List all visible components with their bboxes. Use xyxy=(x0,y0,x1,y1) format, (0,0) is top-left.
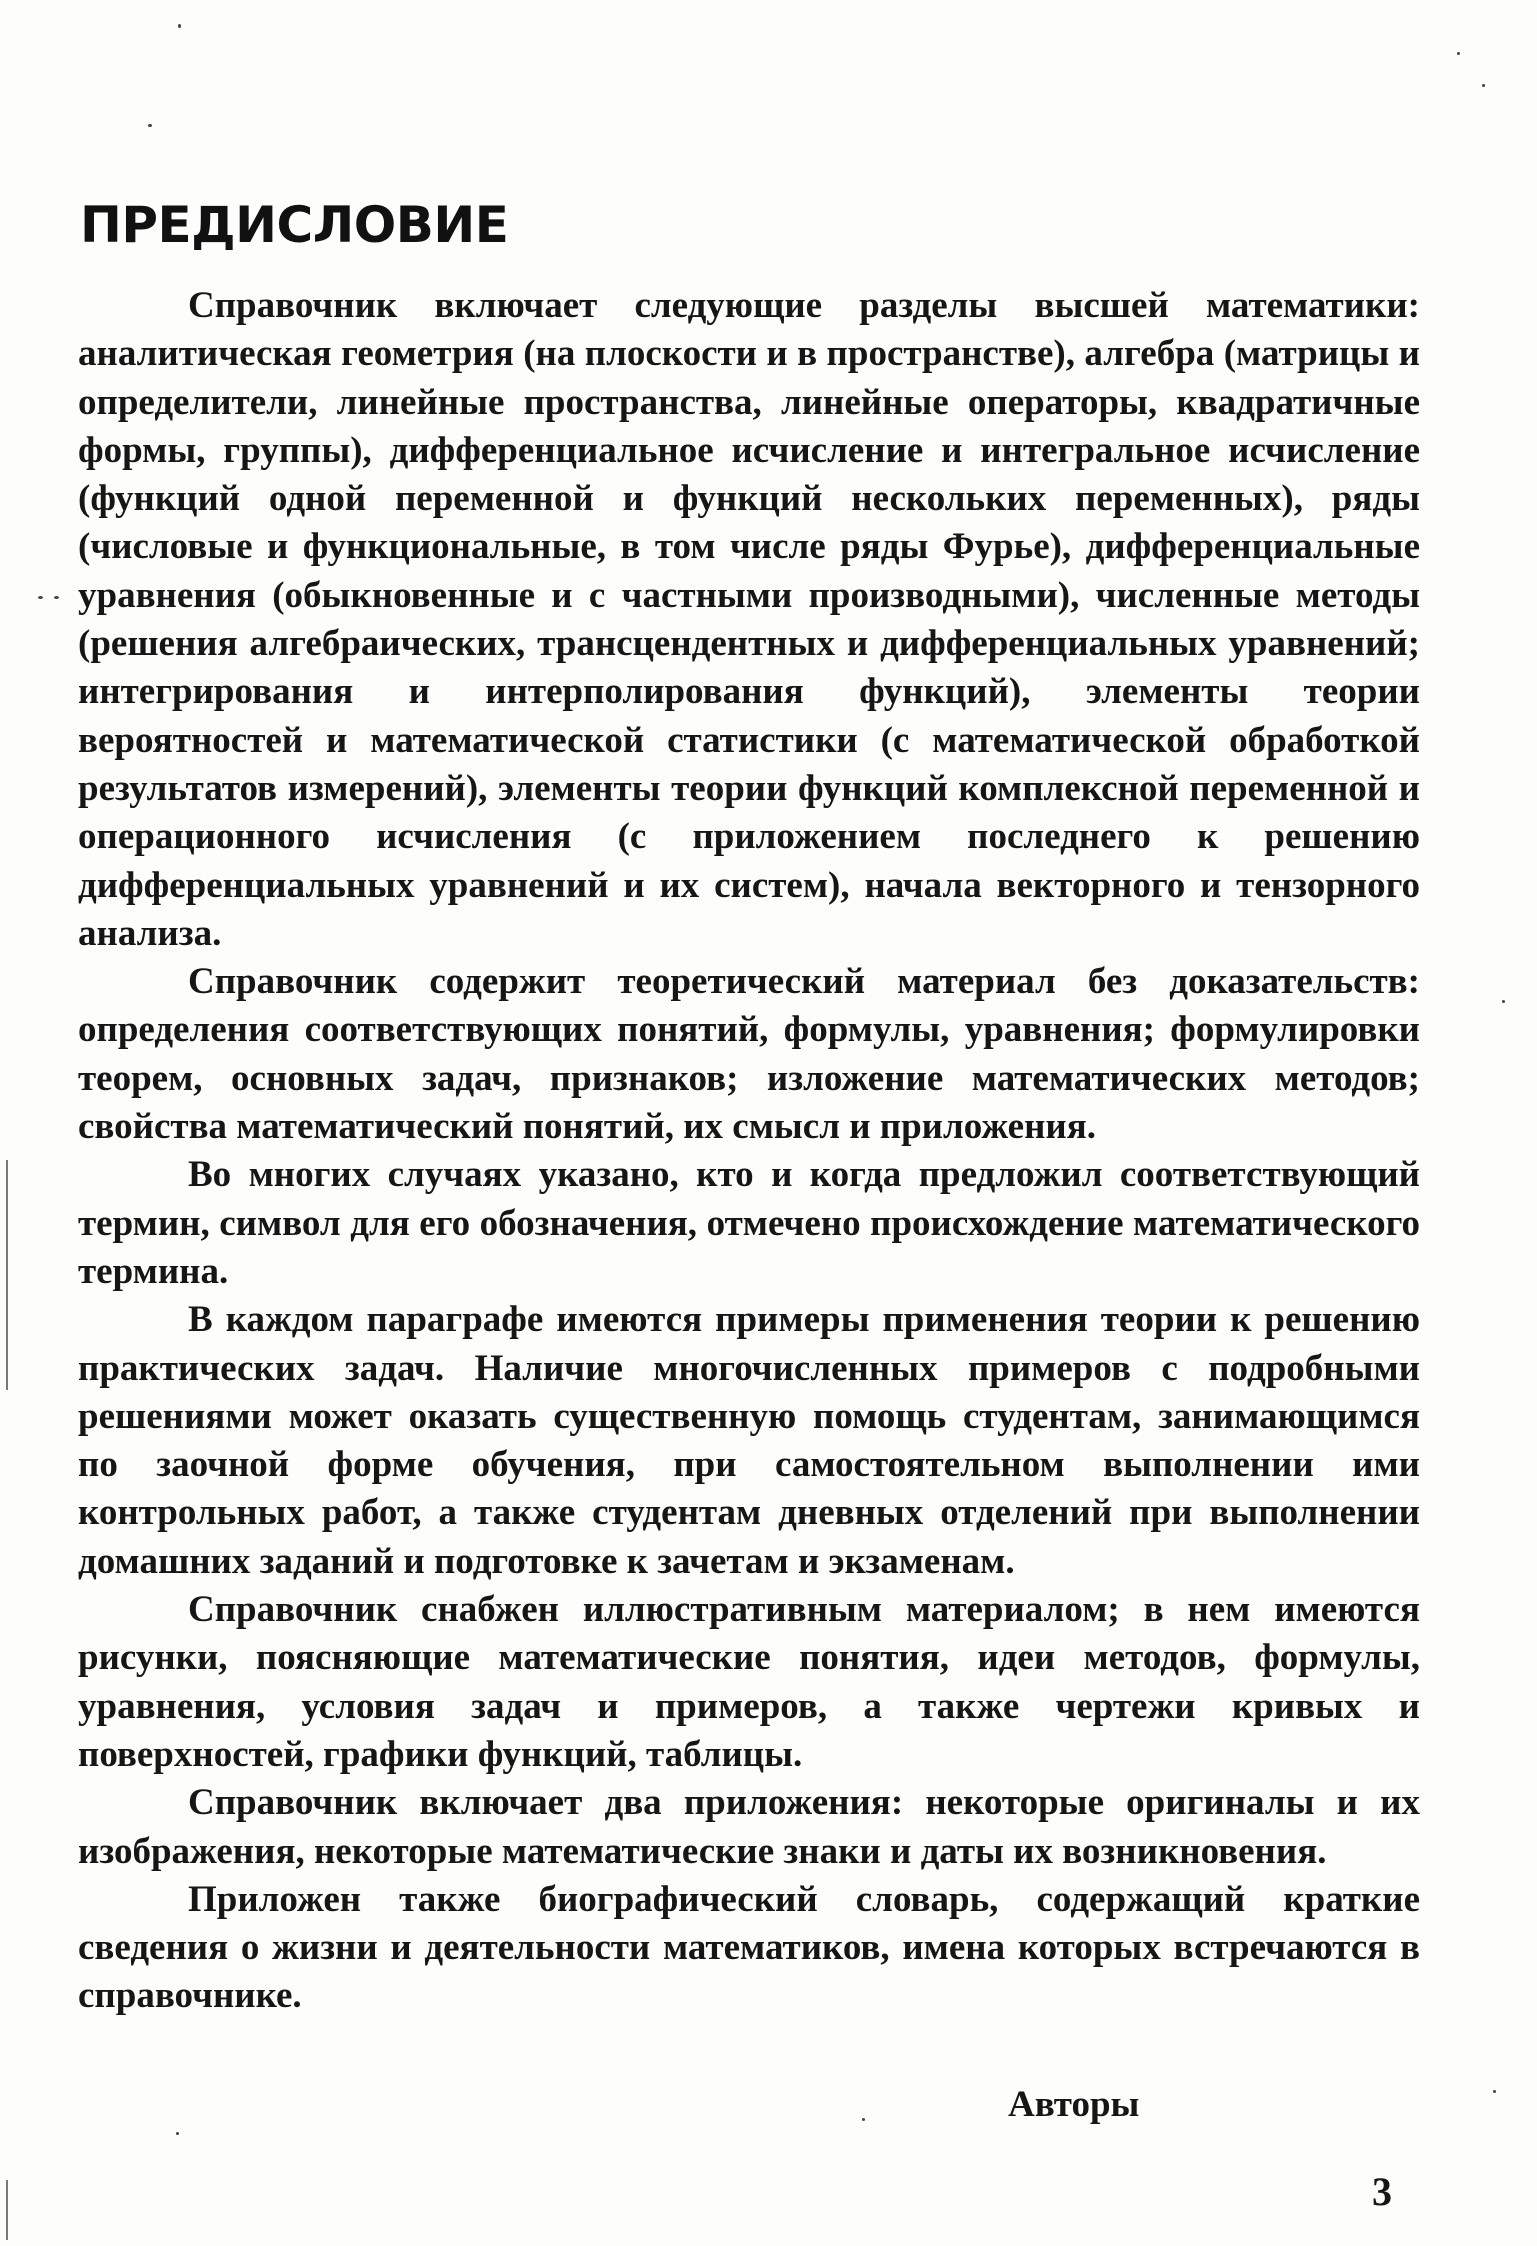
scan-speck xyxy=(1502,1000,1505,1003)
paragraph: Справочник включает два приложения: некоторые оригиналы и их изображения, некоторые математические знаки и даты их возникновения. xyxy=(78,1782,1420,1872)
scan-speck xyxy=(1493,2090,1496,2093)
paragraph: Справочник включает следующие разделы высшей математики: аналитическая геометрия (на плоскости и в пространстве), алгебра (матрицы и определители, линейные пространства, линейные операторы, квадратичные формы, группы), дифференциальное исчисление и интегральное исчисление (функций одной переменной и функций нескольких переменных), ряды (числовые и функциональные, в том числе ряды Фурье), дифференциальные уравнения (обыкновенные и с частными производными), численные методы (решения алгебраических, трансцендентных и дифференциальных уравнений; интегрирования и интерполирования функций), элементы теории вероятностей и математической статистики (с математической обработкой результатов измерений), элементы теории функций комплексной переменной и операционного исчисления (с приложением последнего к решению дифференциальных уравнений и их систем), начала векторного и тензорного анализа. xyxy=(78,285,1420,954)
scan-speck xyxy=(148,124,152,127)
preface-body xyxy=(78,282,1420,2021)
scan-speck xyxy=(54,596,59,599)
page-number: 3 xyxy=(1372,2169,1392,2214)
scan-speck xyxy=(178,24,181,28)
paragraph: Приложен также биографический словарь, содержащий краткие сведения о жизни и деятельности математиков, имена которых встречаются в справочнике. xyxy=(78,1878,1420,2017)
page-title: ПРЕДИСЛОВИЕ xyxy=(80,196,509,254)
scan-speck xyxy=(176,2132,179,2135)
paragraph: Справочник содержит теоретический материал без доказательств: определения соответствующих понятий, формулы, уравнения; формулировки теорем, основных задач, признаков; изложение математических методов; свойства математический понятий, их смысл и приложения. xyxy=(78,961,1420,1148)
scan-speck xyxy=(1457,52,1460,55)
scan-speck xyxy=(1482,84,1485,87)
authors-signature: Авторы xyxy=(1008,2084,1140,2125)
scan-edge-line xyxy=(6,1160,8,1390)
scan-edge-line xyxy=(6,2180,8,2240)
paragraph: Во многих случаях указано, кто и когда предложил соответствующий термин, символ для его обозначения, отмечено происхождение математического термина. xyxy=(78,1154,1420,1292)
paragraph: В каждом параграфе имеются примеры применения теории к решению практических задач. Наличие многочисленных примеров с подробными решениями может оказать существенную помощь студентам, занимающимся по заочной форме обучения, при самостоятельном выполнении ими контрольных работ, а также студентам дневных отделений при выполнении домашних заданий и подготовке к зачетам и экзаменам. xyxy=(78,1299,1420,1582)
scan-speck xyxy=(862,2118,865,2121)
scan-speck xyxy=(38,596,43,599)
paragraph: Справочник снабжен иллюстративным материалом; в нем имеются рисунки, поясняющие математические понятия, идеи методов, формулы, уравнения, условия задач и примеров, а также чертежи кривых и поверхностей, графики функций, таблицы. xyxy=(78,1589,1420,1775)
